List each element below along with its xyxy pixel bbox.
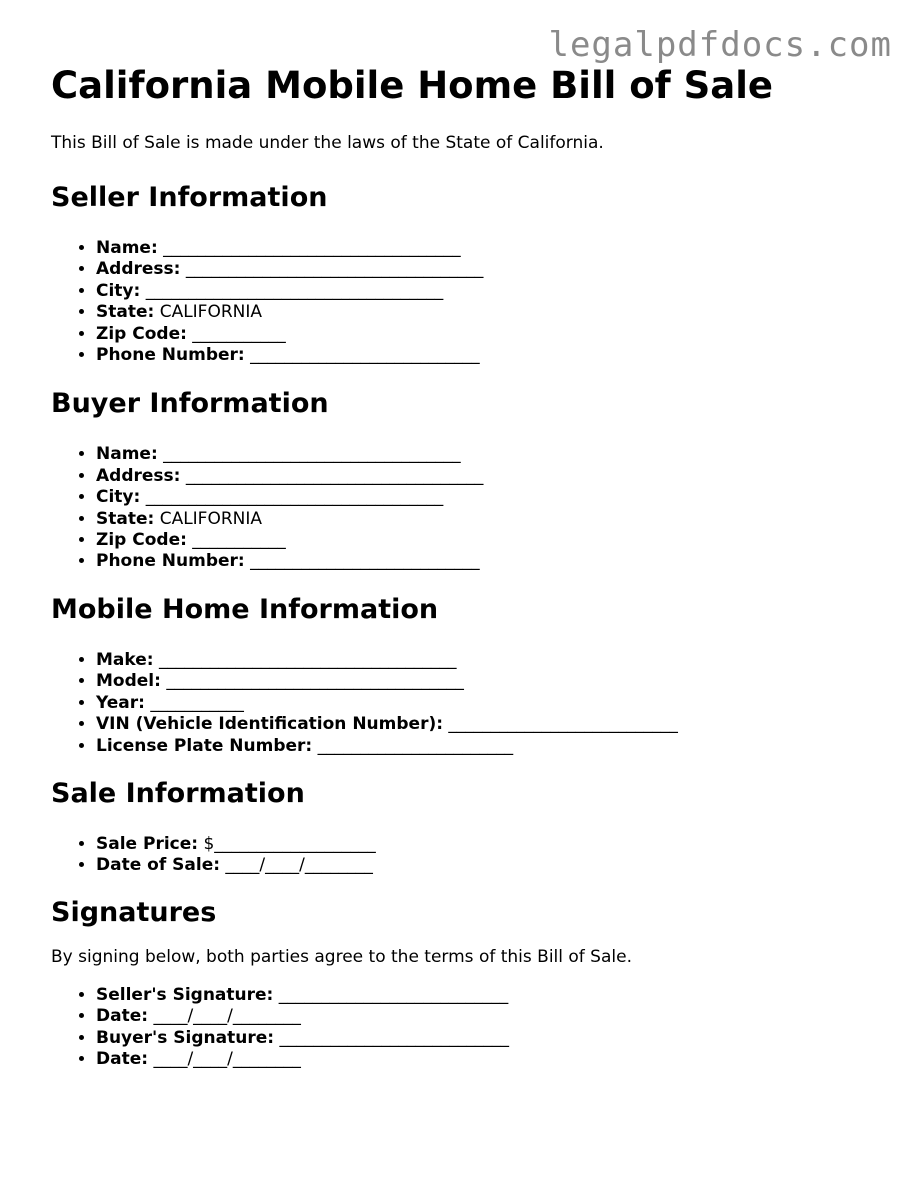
signatures-intro: By signing below, both parties agree to the terms of this Bill of Sale.: [51, 946, 632, 967]
sale-heading: Sale Information: [51, 777, 305, 809]
sale-price-field[interactable]: • Sale Price: $___________________: [96, 834, 881, 855]
buyer-phone-field[interactable]: • Phone Number: ___________________________: [96, 551, 881, 572]
buyer-heading: Buyer Information: [51, 388, 329, 420]
signatures-list: [51, 985, 881, 1071]
document-page: [51, 62, 881, 1070]
buyer-city-field[interactable]: • City: ___________________________________: [96, 487, 881, 508]
buyer-state-field: • State: CALIFORNIA: [96, 509, 881, 530]
buyer-list: [51, 444, 881, 572]
seller-zip-field[interactable]: • Zip Code: ___________: [96, 324, 881, 345]
seller-signature-field[interactable]: • Seller's Signature: ___________________________: [96, 985, 881, 1006]
seller-city-field[interactable]: • City: ___________________________________: [96, 281, 881, 302]
mobile-home-heading: Mobile Home Information: [51, 593, 439, 625]
intro-text: This Bill of Sale is made under the laws of the State of California.: [51, 133, 604, 153]
seller-list: [51, 238, 881, 366]
mobile-home-model-field[interactable]: • Model: ___________________________________: [96, 671, 881, 692]
seller-signature-date-field[interactable]: • Date: ____/____/________: [96, 1006, 881, 1027]
mobile-home-plate-field[interactable]: • License Plate Number: _______________________: [96, 736, 881, 757]
seller-state-field: • State: CALIFORNIA: [96, 302, 881, 323]
buyer-name-field[interactable]: • Name: ___________________________________: [96, 444, 881, 465]
document-title: California Mobile Home Bill of Sale: [51, 64, 774, 107]
sale-list: [51, 834, 881, 877]
buyer-address-field[interactable]: • Address: ___________________________________: [96, 466, 881, 487]
mobile-home-vin-field[interactable]: • VIN (Vehicle Identification Number): ___________________________: [96, 714, 881, 735]
buyer-signature-field[interactable]: • Buyer's Signature: ___________________________: [96, 1028, 881, 1049]
seller-heading: Seller Information: [51, 182, 328, 213]
mobile-home-make-field[interactable]: • Make: ___________________________________: [96, 650, 881, 671]
sale-date-field[interactable]: • Date of Sale: ____/____/________: [96, 855, 881, 876]
mobile-home-year-field[interactable]: • Year: ___________: [96, 693, 881, 714]
seller-name-field[interactable]: • Name: ___________________________________: [96, 238, 881, 259]
buyer-zip-field[interactable]: • Zip Code: ___________: [96, 530, 881, 551]
buyer-signature-date-field[interactable]: • Date: ____/____/________: [96, 1049, 881, 1070]
watermark: legalpdfdocs.com: [548, 25, 892, 65]
seller-address-field[interactable]: • Address: ___________________________________: [96, 259, 881, 280]
signatures-heading: Signatures: [51, 896, 217, 928]
mobile-home-list: [51, 650, 881, 757]
seller-phone-field[interactable]: • Phone Number: ___________________________: [96, 345, 881, 366]
